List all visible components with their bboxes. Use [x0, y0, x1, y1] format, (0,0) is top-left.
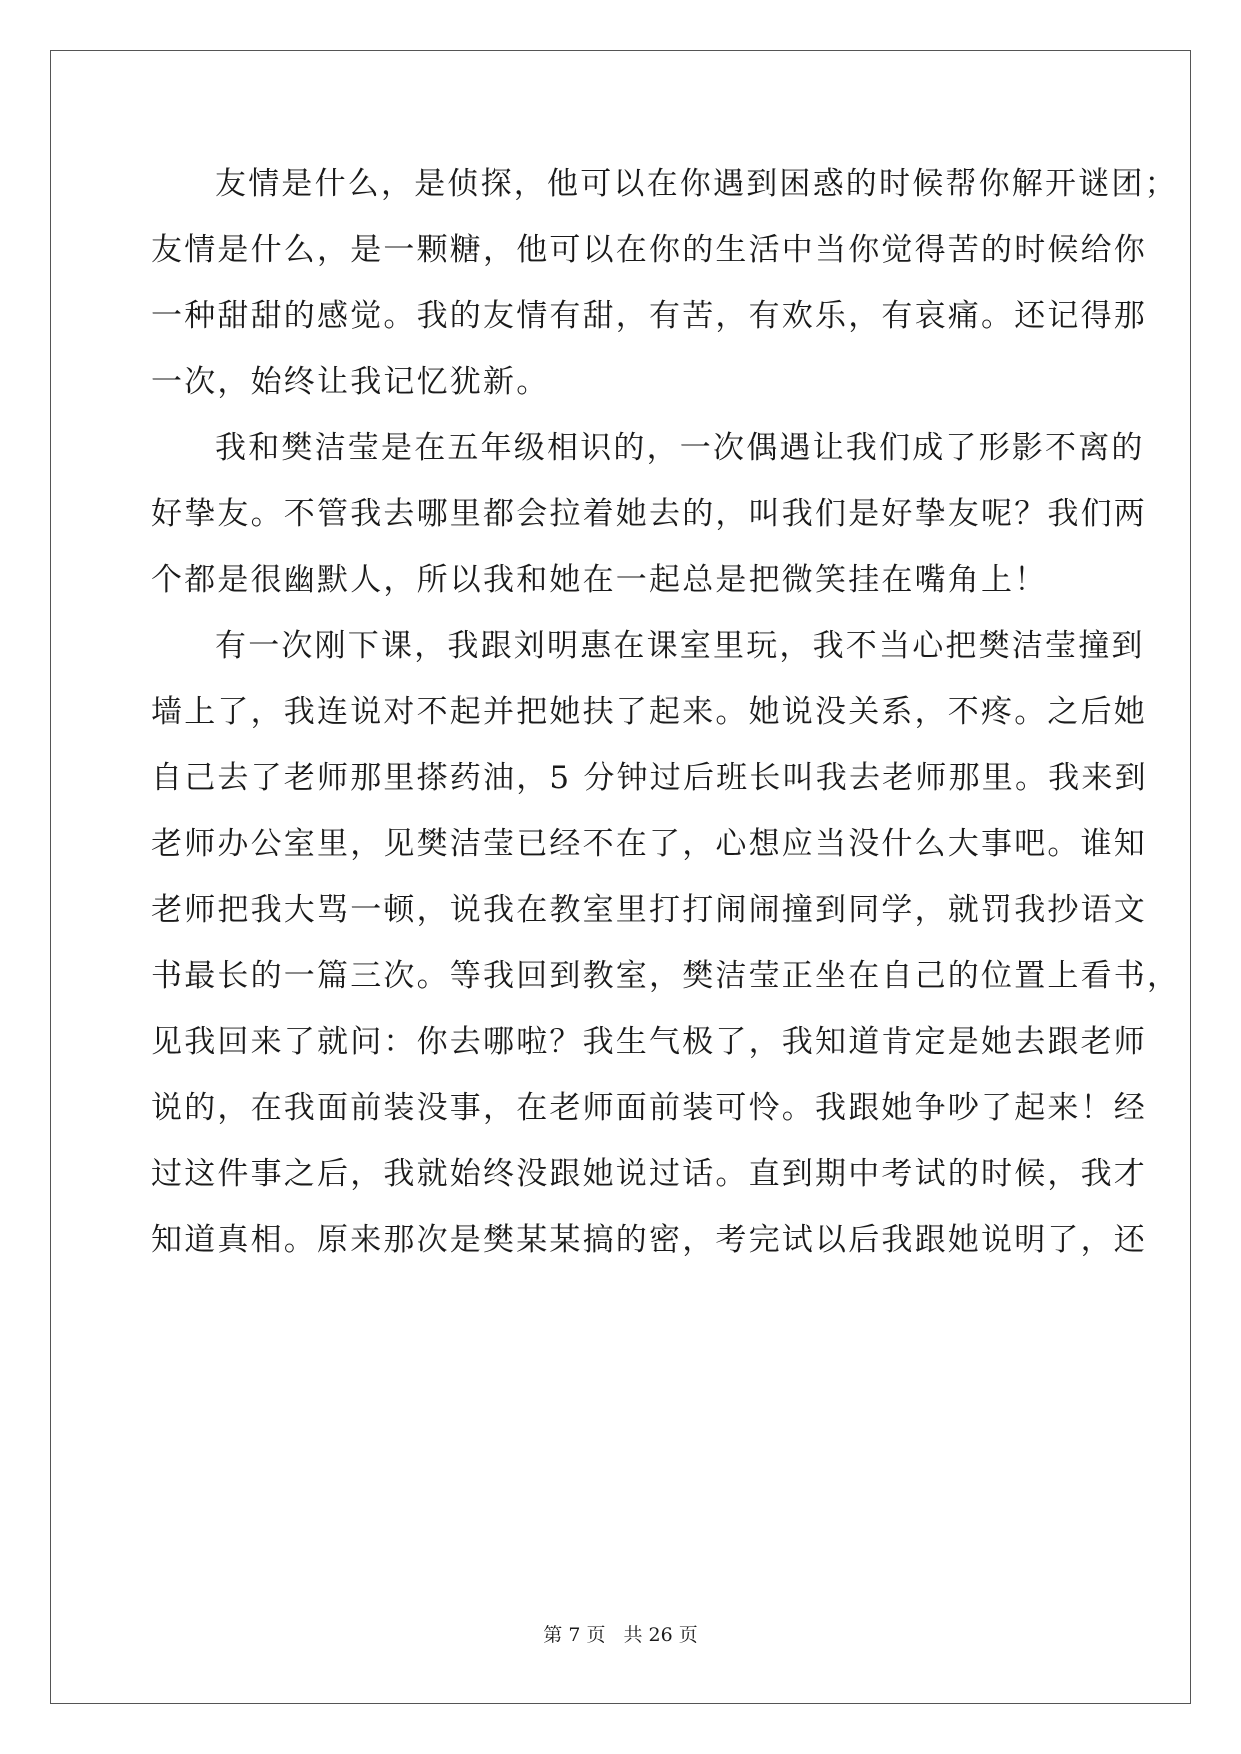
text-line: 过这件事之后，我就始终没跟她说过话。直到期中考试的时候，我才: [151, 1156, 1147, 1192]
page-number: 第 7 页: [543, 1624, 606, 1646]
text-line: 友情是什么，是侦探，他可以在你遇到困惑的时候帮你解开谜团；: [215, 166, 1178, 202]
text-line: 一种甜甜的感觉。我的友情有甜，有苦，有欢乐，有哀痛。还记得那: [151, 298, 1147, 334]
text-line: 有一次刚下课，我跟刘明惠在课室里玩，我不当心把樊洁莹撞到: [215, 628, 1145, 664]
text-line: 一次，始终让我记忆犹新。: [151, 364, 550, 400]
text-line: 自己去了老师那里搽药油，5 分钟过后班长叫我去老师那里。我来到: [151, 760, 1148, 796]
page-total: 共 26 页: [623, 1624, 698, 1646]
text-line: 书最长的一篇三次。等我回到教室，樊洁莹正坐在自己的位置上看书，: [151, 958, 1181, 994]
text-line: 个都是很幽默人，所以我和她在一起总是把微笑挂在嘴角上！: [151, 562, 1048, 598]
text-line: 友情是什么，是一颗糖，他可以在你的生活中当你觉得苦的时候给你: [151, 232, 1147, 268]
text-line: 知道真相。原来那次是樊某某搞的密，考完试以后我跟她说明了，还: [151, 1222, 1147, 1258]
text-line: 我和樊洁莹是在五年级相识的，一次偶遇让我们成了形影不离的: [215, 430, 1145, 466]
text-line: 老师把我大骂一顿，说我在教室里打打闹闹撞到同学，就罚我抄语文: [151, 892, 1147, 928]
page-footer: [0, 1624, 1241, 1646]
text-line: 好挚友。不管我去哪里都会拉着她去的，叫我们是好挚友呢？我们两: [151, 496, 1147, 532]
text-line: 见我回来了就问：你去哪啦？我生气极了，我知道肯定是她去跟老师: [151, 1024, 1147, 1060]
text-line: 老师办公室里，见樊洁莹已经不在了，心想应当没什么大事吧。谁知: [151, 826, 1147, 862]
text-line: 墙上了，我连说对不起并把她扶了起来。她说没关系，不疼。之后她: [151, 694, 1147, 730]
document-body: [151, 166, 1181, 1290]
text-line: 说的，在我面前装没事，在老师面前装可怜。我跟她争吵了起来！经: [151, 1090, 1147, 1126]
